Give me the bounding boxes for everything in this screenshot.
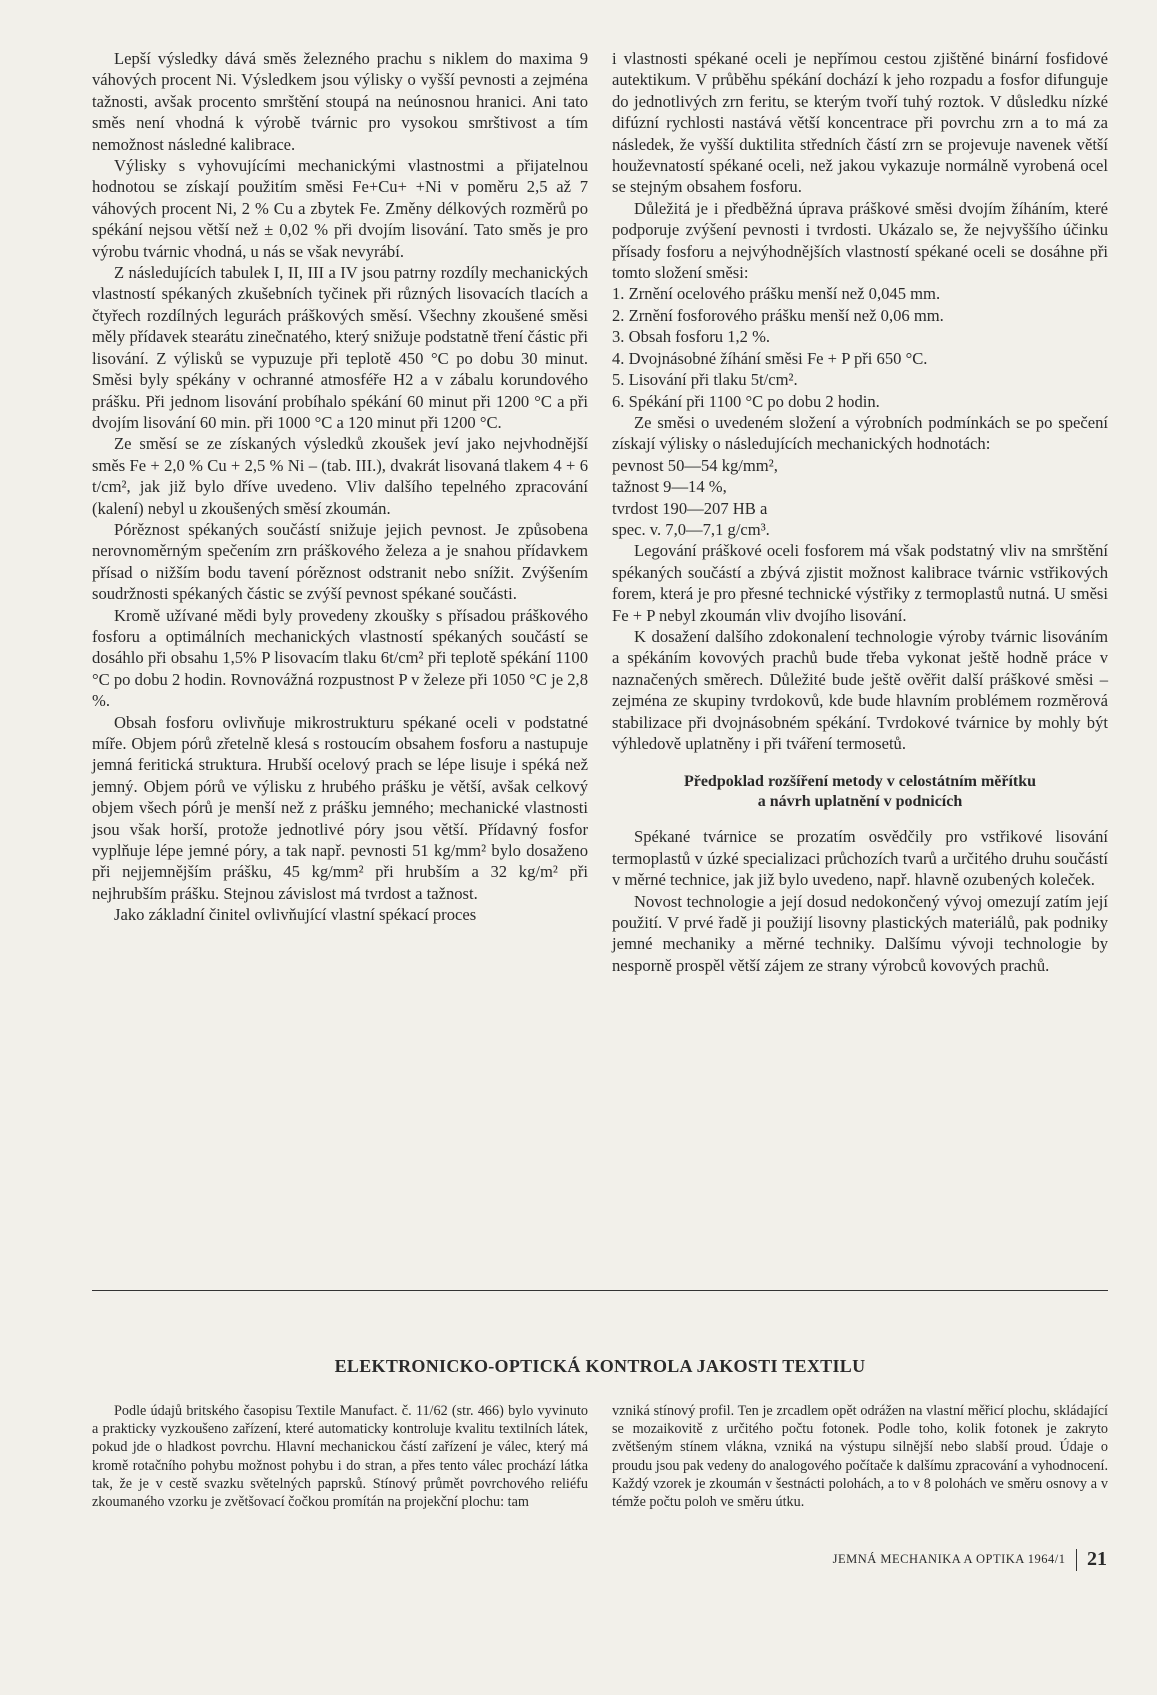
paragraph: Ze směsí se ze získaných výsledků zkoušek jeví jako nejvhodnější směs Fe + 2,0 % Cu + 2,5 % Ni – (tab. III.), dvakrát lisovaná tlakem 4 + 6 t/cm², jak již bylo dříve uvedeno. Vliv dalšího tepelného zpracování (kalení) nebyl u zkoušených směsí zkoumán. bbox=[92, 434, 588, 518]
paragraph: Důležitá je i předběžná úprava práškové směsi dvojím žíháním, které podporuje zvýšení pevnosti i tvrdosti. Ukázalo se, že nejvyššího účinku přísady fosforu a nejvýhodnějších vlastností spékané oceli se dosáhne při tomto složení směsi: bbox=[612, 198, 1108, 283]
condition-item: 3. Obsah fosforu 1,2 %. bbox=[612, 327, 771, 347]
paragraph: K dosažení dalšího zdokonalení technologie výroby tvárnic lisováním a spékáním kovových prachů bude třeba vykonat ještě hodně práce v naznačených směrech. Důležité bude ještě ověřit další práškové směsi – zejména ze skupiny tvrdokovů, kde bude hlavním problémem rozměrová stabilizace při dvojnásobném spékání. Tvrdokové tvárnice by mohly být výhledově uplatněny i při tváření termosetů. bbox=[612, 626, 1108, 753]
article-right-text: vzniká stínový profil. Ten je zrcadlem opět odrážen na vlastní měřicí plochu, skládající se mozaikovitě z určitého počtu fotonek. Podle toho, kolik fotonek je zakryto zvětšeným stínem vlákna, vzniká na výstupu silnější nebo slabší proud. Údaje o proudu jsou pak vedeny do analogového počítače k dalšímu zpracování a vyhodnocení. Každý vzorek je zkoumán v šestnácti polohách, a to v 8 polohách ve směru osnovy a v témže počtu poloh ve směru útku. bbox=[612, 1403, 1108, 1511]
section-heading bbox=[612, 772, 1108, 812]
condition-item: 6. Spékání při 1100 °C po dobu 2 hodin. bbox=[612, 391, 880, 411]
section-paragraphs bbox=[612, 826, 1108, 976]
result-item: spec. v. 7,0—7,1 g/cm³. bbox=[612, 519, 770, 539]
results-intro: Ze směsi o uvedeném složení a výrobních podmínkách se po spečení získají výlisky o následujících mechanických hodnotách: bbox=[612, 412, 1108, 454]
footer-separator bbox=[1076, 1549, 1078, 1571]
page-number: 21 bbox=[1087, 1548, 1107, 1570]
page-footer bbox=[833, 1548, 1107, 1571]
result-item: tažnost 9—14 %, bbox=[612, 477, 727, 497]
paragraph: Kromě užívané mědi byly provedeny zkoušky s přísadou práškového fosforu a optimálních mechanických vlastností spékaných součástí se dosáhlo při obsahu 1,5% P lisovacím tlaku 6t/cm² při teplotě spékání 1100 °C po dobu 2 hodin. Rovnovážná rozpustnost P v železe při 1050 °C je 2,8 %. bbox=[92, 605, 588, 711]
article-left-column bbox=[92, 1402, 588, 1511]
paragraph: Pórěznost spékaných součástí snižuje jejich pevnost. Je způsobena nerovnoměrným spečením zrn práškového železa a je snahou přídavkem přísad o nižším bodu tavení pórěznost odstranit nebo snížit. Zvýšením soudržnosti spékaných částic se zvýší pevnost spékané součásti. bbox=[92, 519, 588, 604]
paragraph: i vlastnosti spékané oceli je nepřímou cestou zjištěné binární fosfidové autektikum. V průběhu spékání dochází k jeho rozpadu a fosfor difunguje do jednotlivých zrn feritu, se kterým tvoří tuhý roztok. V důsledku nízké difúzní rychlosti nastává větší koncentrace při povrchu zrn a to má za následek, že vyšší duktilita středních částí zrn se projevuje navenek větší houževnatostí spékané oceli, než jakou vykazuje normálně vyrobená ocel se stejným obsahem fosforu. bbox=[612, 49, 1108, 197]
results-list bbox=[612, 455, 1108, 541]
paragraph: Legování práškové oceli fosforem má však podstatný vliv na smrštění spékaných součástí a zbývá zjistit možnost kalibrace tvárnic vstřikových forem, která je pro přesné technické výstřiky z termoplastů nutná. U směsi Fe + P nebyl zkoumán vliv dvojího lisování. bbox=[612, 541, 1108, 625]
condition-item: 4. Dvojnásobné žíhání směsi Fe + P při 650 °C. bbox=[612, 348, 928, 368]
condition-item: 5. Lisování při tlaku 5t/cm². bbox=[612, 370, 798, 390]
paragraph: Obsah fosforu ovlivňuje mikrostrukturu spékané oceli v podstatné míře. Objem pórů zřetelně klesá s rostoucím obsahem fosforu a nastupuje jemná feritická struktura. Hrubší ocelový prach se lépe lisuje i spéká než jemný. Objem pórů ve výlisku z hrubého prášku je větší, avšak celkový objem všech pórů je menší než z prášku jemného; mechanické vlastnosti jsou však horší, protože jednotlivé póry jsou větší. Přídavný fosfor vyplňuje lépe jemné póry, a tak např. pevnosti 51 kg/mm² bylo dosaženo při nejjemnějším prášku, 45 kg/mm² při hrubším a 32 kg/m² při nejhrubším prášku. Stejnou závislost má tvrdost a tažnost. bbox=[92, 712, 588, 903]
right-column-bottom bbox=[612, 540, 1108, 754]
horizontal-rule bbox=[92, 1290, 1108, 1291]
result-item: pevnost 50—54 kg/mm², bbox=[612, 455, 778, 475]
condition-item: 2. Zrnění fosforového prášku menší než 0,06 mm. bbox=[612, 305, 944, 325]
article-left-text: Podle údajů britského časopisu Textile Manufact. č. 11/62 (str. 466) bylo vyvinuto a prakticky vyzkoušeno zařízení, které automaticky kontroluje kvalitu textilních látek, pokud jde o hladkost povrchu. Hlavní mechanickou částí zařízení je válec, který má kromě rotačního pohybu možnost pohybu i do stran, a přes tento válec prochází látka tak, že je v cestě svazku světelných paprsků. Stínový průmět povrchového reliéfu zkoumaného vzorku je zvětšovací čočkou promítán na projekční plochu: tam bbox=[92, 1403, 588, 1511]
paragraph: Jako základní činitel ovlivňující vlastní spékací proces bbox=[114, 905, 477, 925]
result-item: tvrdost 190—207 HB a bbox=[612, 498, 768, 518]
article-right-column bbox=[612, 1402, 1108, 1511]
section-heading-line2: a návrh uplatnění v podnicích bbox=[757, 793, 963, 811]
paragraph: Spékané tvárnice se prozatím osvědčily pro vstřikové lisování termoplastů v úzké specializaci průchozích tvarů a určitého druhu součástí v měrné technice, jak již bylo uvedeno, např. hlavně ozubených koleček. bbox=[612, 827, 1108, 890]
paragraph: Lepší výsledky dává směs železného prachu s niklem do maxima 9 váhových procent Ni. Výsledkem jsou výlisky o vyšší pevnosti a zejména tažnosti, avšak procento smrštění stoupá na neúnosnou hranici. Ani tato směs není vhodná k výrobě tvárnic pro vysokou smrštivost a tím nemožnost následné kalibrace. bbox=[92, 49, 588, 154]
condition-item: 1. Zrnění ocelového prášku menší než 0,045 mm. bbox=[612, 284, 941, 304]
article-title: ELEKTRONICKO-OPTICKÁ KONTROLA JAKOSTI TEXTILU bbox=[334, 1356, 866, 1376]
paragraph: Novost technologie a její dosud nedokončený vývoj omezují zatím její použití. V prvé řadě ji použijí lisovny plastických materiálů, pak podniky jemné mechaniky a měrné techniky. Dalšímu vývoji technologie by nesporně prospěl větší zájem ze strany výrobců kovových prachů. bbox=[612, 891, 1108, 975]
paragraph: Výlisky s vyhovujícími mechanickými vlastnostmi a přijatelnou hodnotou se získají použitím směsi Fe+Cu+ +Ni v poměru 2,5 až 7 váhových procent Ni, 2 % Cu a zbytek Fe. Změny délkových rozměrů po spékání nejsou větší než ± 0,02 % při dvojím lisování. Tato směs je pro výrobu tvárnic vhodná, u nás se však nevyrábí. bbox=[92, 156, 588, 261]
right-column bbox=[612, 48, 1108, 976]
conditions-list bbox=[612, 283, 1108, 411]
right-column-top bbox=[612, 48, 1108, 283]
paragraph: Z následujících tabulek I, II, III a IV jsou patrny rozdíly mechanických vlastností spékaných zkušebních tyčinek při různých lisovacích tlacích a čtyřech rozdílných legurách práškových směsí. Všechny zkoušené směsi měly přídavek stearátu zinečnatého, který snižuje podstatně tření částic při lisování. Z výlisků se vypuzuje při teplotě 450 °C po dobu 30 minut. Směsi byly spékány v ochranné atmosféře H2 a v zábalu korundového prášku. Při jednom lisování probíhalo spékání 60 minut při 1200 °C a při dvojím lisování 60 min. při 1000 °C a 120 minut při 1200 °C. bbox=[92, 263, 588, 432]
journal-name: JEMNÁ MECHANIKA A OPTIKA 1964/1 bbox=[832, 1552, 1066, 1566]
left-column bbox=[92, 48, 588, 926]
section-heading-line1: Předpoklad rozšíření metody v celostátním měřítku bbox=[683, 773, 1037, 791]
